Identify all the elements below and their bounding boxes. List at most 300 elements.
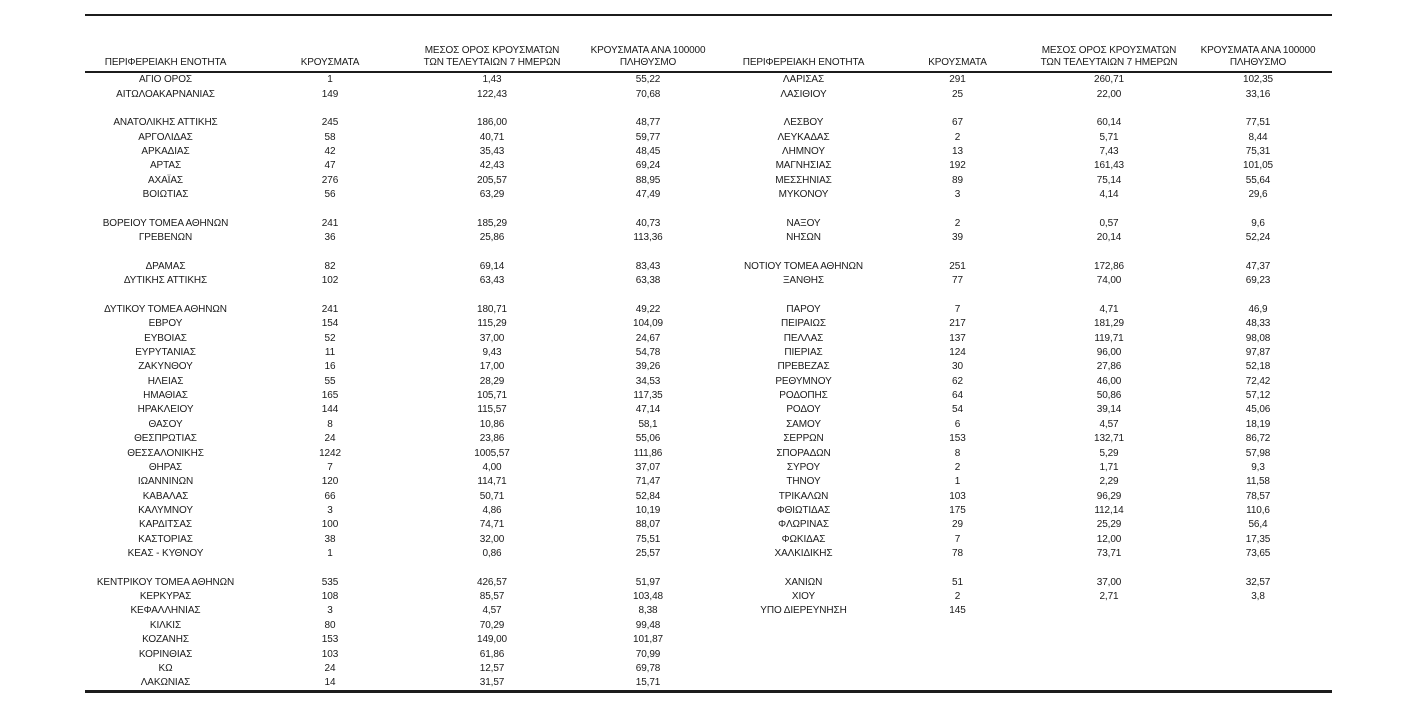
right-region-cell: ΠΡΕΒΕΖΑΣ [777,361,830,373]
left-per100k-cell: 70,68 [635,88,661,100]
right-avg7-cell: 161,43 [1094,160,1124,172]
left-region-cell: ΚΕΑΣ - ΚΥΘΝΟΥ [127,548,204,560]
right-avg7-cell [1034,288,1184,302]
right-region-cell [726,633,881,647]
right-cases-cell: 3 [954,189,961,201]
right-cases-cell [881,662,1034,676]
table-row [85,389,1332,403]
header-cases-right-label: ΚΡΟΥΣΜΑΤΑ [928,56,987,68]
table-row [85,116,1332,130]
right-cases-cell: 39 [952,232,963,244]
right-cases-cell: 251 [949,260,966,272]
right-region-cell [726,662,881,676]
left-per100k-cell: 70,99 [635,648,661,660]
left-cases-cell: 535 [321,576,339,588]
right-per100k-cell: 9,6 [1251,217,1265,229]
left-avg7-cell: 85,57 [479,591,505,603]
left-cases-cell: 47 [324,160,336,172]
right-cases-cell: 64 [952,390,963,402]
right-per100k-cell: 102,35 [1243,74,1273,86]
left-avg7-cell: 69,14 [479,260,505,272]
right-avg7-cell: 4,57 [1099,418,1119,430]
left-region-cell: ΗΛΕΙΑΣ [147,375,184,387]
right-per100k-cell: 78,57 [1245,490,1271,502]
right-avg7-cell: 119,71 [1094,332,1124,344]
right-region-cell: ΣΥΡΟΥ [786,461,821,473]
right-cases-cell [881,676,1034,692]
left-cases-cell: 8 [327,418,333,430]
left-cases-cell: 120 [321,476,339,488]
right-avg7-cell [1034,676,1184,692]
left-cases-cell: 3 [327,605,333,617]
header-region-left-label: ΠΕΡΙΦΕΡΕΙΑΚΗ ΕΝΟΤΗΤΑ [104,56,227,68]
table-row [85,317,1332,331]
table-row [85,432,1332,446]
table-row [85,303,1332,317]
left-region-cell [85,245,246,259]
left-per100k-cell: 15,71 [635,677,661,689]
right-cases-cell: 54 [952,404,963,416]
right-avg7-cell: 12,00 [1096,533,1122,545]
right-avg7-cell [1034,647,1184,661]
left-avg7-cell [414,245,570,259]
left-region-cell: ΚΑΒΑΛΑΣ [142,490,189,502]
right-region-cell: ΥΠΟ ΔΙΕΡΕΥΝΗΣΗ [760,605,847,617]
table-row [85,633,1332,647]
left-per100k-cell: 10,19 [635,504,661,516]
left-cases-cell: 276 [321,174,339,186]
left-region-cell: ΚΕΝΤΡΙΚΟΥ ΤΟΜΕΑ ΑΘΗΝΩΝ [96,576,235,588]
right-per100k-cell: 52,18 [1245,361,1271,373]
left-avg7-cell: 0,86 [482,548,502,560]
left-cases-cell: 1 [327,74,333,86]
right-avg7-cell: 181,29 [1094,318,1124,330]
left-cases-cell: 241 [321,303,339,315]
left-region-cell: ΔΥΤΙΚΟΥ ΤΟΜΕΑ ΑΘΗΝΩΝ [104,303,227,315]
right-avg7-cell: 5,29 [1099,447,1119,459]
left-region-cell: ΚΕΦΑΛΛΗΝΙΑΣ [130,605,201,617]
right-region-cell: ΠΑΡΟΥ [786,303,821,315]
left-cases-cell: 144 [321,404,339,416]
right-region-cell: ΞΑΝΘΗΣ [783,275,824,287]
right-region-cell [726,619,881,633]
left-per100k-cell: 25,57 [635,548,661,560]
right-cases-cell: 291 [949,74,966,86]
right-avg7-cell: 27,86 [1096,361,1122,373]
right-cases-cell: 78 [952,548,963,560]
right-avg7-cell: 260,71 [1094,74,1124,86]
header-avg7-right [1034,16,1184,72]
header-avg7-left [414,16,570,72]
left-cases-cell: 165 [321,390,339,402]
left-avg7-cell: 186,00 [477,117,507,129]
right-per100k-cell: 98,08 [1245,332,1271,344]
right-cases-cell [881,561,1034,575]
left-cases-cell [246,288,414,302]
table-row [85,360,1332,374]
left-cases-cell: 153 [321,634,339,646]
right-avg7-cell [1034,245,1184,259]
right-per100k-cell: 56,4 [1248,519,1268,531]
right-per100k-cell: 57,12 [1245,390,1271,402]
regional-cases-table-container [85,14,1332,693]
header-avg7-left-line1: ΜΕΣΟΣ ΟΡΟΣ ΚΡΟΥΣΜΑΤΩΝ [424,45,560,56]
left-per100k-cell: 34,53 [635,375,661,387]
header-cases-left-label: ΚΡΟΥΣΜΑΤΑ [300,56,360,68]
right-cases-cell: 1 [954,476,961,488]
left-region-cell: ΗΜΑΘΙΑΣ [143,390,188,402]
table-row [85,418,1332,432]
right-region-cell: ΝΑΞΟΥ [786,217,821,229]
table-row [85,533,1332,547]
right-cases-cell: 25 [952,88,963,100]
right-per100k-cell: 75,31 [1245,145,1271,157]
right-cases-cell: 192 [949,160,966,172]
left-per100k-cell: 55,22 [635,74,661,86]
table-row [85,72,1332,87]
right-per100k-cell [1184,245,1332,259]
left-avg7-cell: 1,43 [482,74,502,86]
left-cases-cell: 1242 [319,447,341,459]
spacer-row [85,102,1332,116]
left-region-cell: ΑΡΤΑΣ [149,160,182,172]
left-avg7-cell: 63,43 [479,275,505,287]
left-avg7-cell: 149,00 [477,634,507,646]
header-per100k-right-line1: ΚΡΟΥΣΜΑΤΑ ΑΝΑ 100000 [1200,45,1316,56]
header-avg7-right-line1: ΜΕΣΟΣ ΟΡΟΣ ΚΡΟΥΣΜΑΤΩΝ [1041,45,1177,56]
right-per100k-cell [1184,202,1332,216]
left-region-cell: ΛΑΚΩΝΙΑΣ [140,677,191,689]
right-per100k-cell: 52,24 [1245,232,1271,244]
left-per100k-cell: 63,38 [635,275,661,287]
left-avg7-cell: 35,43 [479,145,505,157]
left-avg7-cell: 105,71 [477,390,507,402]
left-per100k-cell: 58,1 [638,418,658,430]
right-region-cell [726,245,881,259]
left-region-cell: ΗΡΑΚΛΕΙΟΥ [137,404,194,416]
right-cases-cell: 29 [952,519,963,531]
right-cases-cell [881,633,1034,647]
left-avg7-cell: 180,71 [477,303,507,315]
header-per100k-right [1184,16,1332,72]
right-avg7-cell: 112,14 [1094,504,1124,516]
left-cases-cell: 245 [321,117,339,129]
right-per100k-cell: 57,98 [1245,447,1271,459]
right-region-cell: ΝΟΤΙΟΥ ΤΟΜΕΑ ΑΘΗΝΩΝ [744,260,863,272]
right-region-cell: ΡΟΔΟΥ [786,404,821,416]
table-row [85,159,1332,173]
left-cases-cell: 52 [324,332,336,344]
left-per100k-cell: 52,84 [635,490,661,502]
right-per100k-cell [1184,619,1332,633]
right-cases-cell: 2 [954,217,961,229]
right-per100k-cell: 46,9 [1248,303,1268,315]
left-per100k-cell: 37,07 [635,461,661,473]
right-per100k-cell: 9,3 [1251,461,1265,473]
left-avg7-cell: 40,71 [479,131,505,143]
right-cases-cell: 103 [949,490,966,502]
left-per100k-cell: 55,06 [635,433,661,445]
right-cases-cell [881,245,1034,259]
left-avg7-cell: 12,57 [479,662,505,674]
right-per100k-cell [1184,647,1332,661]
left-cases-cell: 14 [324,677,336,689]
header-per100k-right-line2: ΠΛΗΘΥΣΜΟ [1229,56,1287,68]
left-region-cell: ΘΕΣΣΑΛΟΝΙΚΗΣ [127,447,204,459]
right-per100k-cell: 17,35 [1245,533,1271,545]
right-cases-cell: 153 [949,433,966,445]
left-avg7-cell: 32,00 [479,533,505,545]
right-avg7-cell [1034,619,1184,633]
table-row [85,375,1332,389]
table-row [85,576,1332,590]
spacer-row [85,288,1332,302]
left-cases-cell: 102 [321,275,339,287]
right-cases-cell: 77 [952,275,963,287]
table-row [85,662,1332,676]
right-region-cell: ΠΕΛΛΑΣ [783,332,824,344]
table-row [85,231,1332,245]
left-region-cell: ΕΥΒΟΙΑΣ [144,332,187,344]
left-per100k-cell: 69,24 [635,160,661,172]
left-avg7-cell: 42,43 [479,160,505,172]
right-avg7-cell: 2,71 [1099,591,1119,603]
left-avg7-cell: 28,29 [479,375,505,387]
left-cases-cell: 16 [324,361,336,373]
table-row [85,260,1332,274]
right-region-cell [726,676,881,692]
left-per100k-cell: 49,22 [635,303,661,315]
right-cases-cell [881,647,1034,661]
left-region-cell: ΚΑΣΤΟΡΙΑΣ [138,533,193,545]
right-region-cell: ΧΑΝΙΩΝ [784,576,823,588]
right-cases-cell: 7 [954,533,961,545]
right-avg7-cell [1034,662,1184,676]
left-cases-cell: 24 [324,433,336,445]
right-per100k-cell: 32,57 [1245,576,1271,588]
left-per100k-cell: 101,87 [633,634,663,646]
left-cases-cell: 55 [324,375,336,387]
table-row [85,475,1332,489]
right-cases-cell: 51 [952,576,963,588]
left-per100k-cell: 40,73 [635,217,661,229]
left-region-cell: ΔΡΑΜΑΣ [145,260,186,272]
right-per100k-cell: 77,51 [1245,117,1271,129]
right-avg7-cell: 60,14 [1096,117,1122,129]
left-per100k-cell [570,245,726,259]
right-region-cell: ΠΕΙΡΑΙΩΣ [781,318,826,330]
left-avg7-cell: 1005,57 [474,447,510,459]
header-avg7-left-line2: ΤΩΝ ΤΕΛΕΥΤΑΙΩΝ 7 ΗΜΕΡΩΝ [423,56,561,68]
right-avg7-cell: 22,00 [1096,88,1122,100]
left-region-cell: ΒΟΙΩΤΙΑΣ [142,189,189,201]
right-avg7-cell [1034,561,1184,575]
spacer-row [85,245,1332,259]
left-region-cell: ΒΟΡΕΙΟΥ ΤΟΜΕΑ ΑΘΗΝΩΝ [102,217,229,229]
left-region-cell: ΚΕΡΚΥΡΑΣ [139,591,192,603]
table-row [85,647,1332,661]
left-cases-cell: 42 [324,145,336,157]
right-per100k-cell: 48,33 [1245,318,1271,330]
table-row [85,590,1332,604]
left-per100k-cell: 47,14 [635,404,661,416]
table-row [85,547,1332,561]
right-cases-cell: 13 [952,145,963,157]
right-avg7-cell: 73,71 [1096,548,1122,560]
left-region-cell: ΑΡΚΑΔΙΑΣ [141,145,190,157]
left-avg7-cell [414,288,570,302]
right-region-cell: ΠΙΕΡΙΑΣ [784,347,823,358]
left-per100k-cell [570,288,726,302]
header-per100k-left-line1: ΚΡΟΥΣΜΑΤΑ ΑΝΑ 100000 [590,45,706,56]
right-per100k-cell: 8,44 [1248,131,1268,143]
left-cases-cell: 82 [324,260,336,272]
table-row [85,145,1332,159]
left-cases-cell: 80 [324,619,336,631]
right-per100k-cell [1184,604,1332,618]
right-region-cell: ΦΩΚΙΔΑΣ [781,533,826,545]
left-avg7-cell: 31,57 [479,677,505,689]
right-per100k-cell [1184,561,1332,575]
right-region-cell: ΣΠΟΡΑΔΩΝ [776,447,831,459]
left-per100k-cell: 103,48 [633,591,663,603]
right-cases-cell [881,288,1034,302]
left-per100k-cell [570,561,726,575]
right-region-cell: ΣΕΡΡΩΝ [783,433,824,445]
left-region-cell: ΚΑΛΥΜΝΟΥ [138,504,193,516]
right-cases-cell: 2 [954,131,961,143]
left-avg7-cell: 17,00 [479,361,505,373]
right-per100k-cell: 86,72 [1245,433,1271,445]
right-region-cell: ΧΙΟΥ [791,591,816,603]
right-cases-cell: 2 [954,461,961,473]
right-region-cell [726,202,881,216]
table-row [85,274,1332,288]
right-avg7-cell: 39,14 [1096,404,1122,416]
left-cases-cell: 108 [321,591,339,603]
right-cases-cell: 30 [952,361,963,373]
left-per100k-cell: 39,26 [635,361,661,373]
right-region-cell: ΦΛΩΡΙΝΑΣ [778,519,829,531]
table-row [85,331,1332,345]
right-region-cell: ΣΑΜΟΥ [786,418,821,430]
header-region-right [726,16,881,72]
right-per100k-cell: 55,64 [1245,174,1271,186]
left-avg7-cell: 426,57 [477,576,507,588]
right-cases-cell: 2 [954,591,961,603]
right-avg7-cell: 96,29 [1096,490,1122,502]
left-cases-cell [246,102,414,116]
right-avg7-cell: 25,29 [1096,519,1122,531]
left-cases-cell [246,561,414,575]
left-avg7-cell: 63,29 [479,189,505,201]
left-per100k-cell: 111,86 [633,447,663,459]
left-cases-cell: 100 [321,519,339,531]
left-avg7-cell [414,102,570,116]
right-cases-cell [881,102,1034,116]
right-avg7-cell: 132,71 [1094,433,1124,445]
right-avg7-cell: 2,29 [1099,476,1119,488]
right-cases-cell: 217 [949,318,966,330]
right-region-cell: ΤΡΙΚΑΛΩΝ [778,490,829,502]
right-region-cell: ΛΑΡΙΣΑΣ [782,74,825,86]
left-avg7-cell: 9,43 [482,347,502,358]
left-avg7-cell: 61,86 [479,648,505,660]
left-region-cell: ΕΥΡΥΤΑΝΙΑΣ [135,347,196,358]
right-per100k-cell: 97,87 [1245,347,1271,358]
header-cases-left [246,16,414,72]
right-per100k-cell [1184,633,1332,647]
left-per100k-cell: 71,47 [635,476,661,488]
table-row [85,130,1332,144]
left-region-cell: ΔΥΤΙΚΗΣ ΑΤΤΙΚΗΣ [123,275,208,287]
left-region-cell [85,102,246,116]
table-row [85,188,1332,202]
right-cases-cell: 67 [952,117,963,129]
left-per100k-cell: 54,78 [635,347,661,358]
left-per100k-cell: 113,36 [633,232,663,244]
table-header [85,16,1332,72]
left-avg7-cell: 205,57 [477,174,507,186]
table-row [85,217,1332,231]
right-cases-cell: 124 [949,347,966,358]
right-avg7-cell: 0,57 [1099,217,1119,229]
right-per100k-cell: 110,6 [1246,504,1270,516]
table-row [85,676,1332,692]
right-per100k-cell: 101,05 [1243,160,1273,172]
right-region-cell: ΛΗΜΝΟΥ [782,145,825,157]
table-row [85,174,1332,188]
left-avg7-cell: 115,57 [477,404,507,416]
right-per100k-cell: 33,16 [1245,88,1271,100]
left-region-cell: ΑΙΤΩΛΟΑΚΑΡΝΑΝΙΑΣ [116,88,215,100]
right-per100k-cell: 45,06 [1245,404,1271,416]
right-region-cell: ΧΑΛΚΙΔΙΚΗΣ [774,548,833,560]
left-region-cell [85,288,246,302]
right-region-cell: ΜΥΚΟΝΟΥ [778,189,829,201]
right-cases-cell: 62 [952,375,963,387]
left-region-cell: ΙΩΑΝΝΙΝΩΝ [137,476,194,488]
right-per100k-cell: 3,8 [1251,591,1265,603]
table-body [85,72,1332,692]
left-per100k-cell: 48,45 [635,145,661,157]
right-avg7-cell: 20,14 [1096,232,1122,244]
right-per100k-cell: 69,23 [1245,275,1271,287]
header-avg7-right-line2: ΤΩΝ ΤΕΛΕΥΤΑΙΩΝ 7 ΗΜΕΡΩΝ [1040,56,1178,68]
right-per100k-cell: 47,37 [1245,260,1271,272]
right-cases-cell: 145 [949,605,966,617]
left-cases-cell [246,202,414,216]
right-cases-cell: 175 [949,504,966,516]
header-per100k-left-line2: ΠΛΗΘΥΣΜΟ [619,56,677,68]
table-row [85,604,1332,618]
right-region-cell: ΦΘΙΩΤΙΔΑΣ [776,504,831,516]
left-region-cell: ΚΟΖΑΝΗΣ [142,634,189,646]
left-region-cell: ΚΙΛΚΙΣ [149,619,182,631]
regional-cases-table [85,16,1332,693]
left-region-cell: ΘΕΣΠΡΩΤΙΑΣ [134,433,197,445]
left-avg7-cell: 185,29 [477,217,507,229]
table-row [85,346,1332,360]
right-avg7-cell [1034,604,1184,618]
left-region-cell: ΕΒΡΟΥ [148,318,183,330]
left-per100k-cell: 47,49 [635,189,661,201]
right-region-cell: ΜΑΓΝΗΣΙΑΣ [775,160,832,172]
right-avg7-cell: 7,43 [1099,145,1119,157]
right-avg7-cell [1034,202,1184,216]
left-avg7-cell: 10,86 [479,418,505,430]
right-per100k-cell [1184,102,1332,116]
